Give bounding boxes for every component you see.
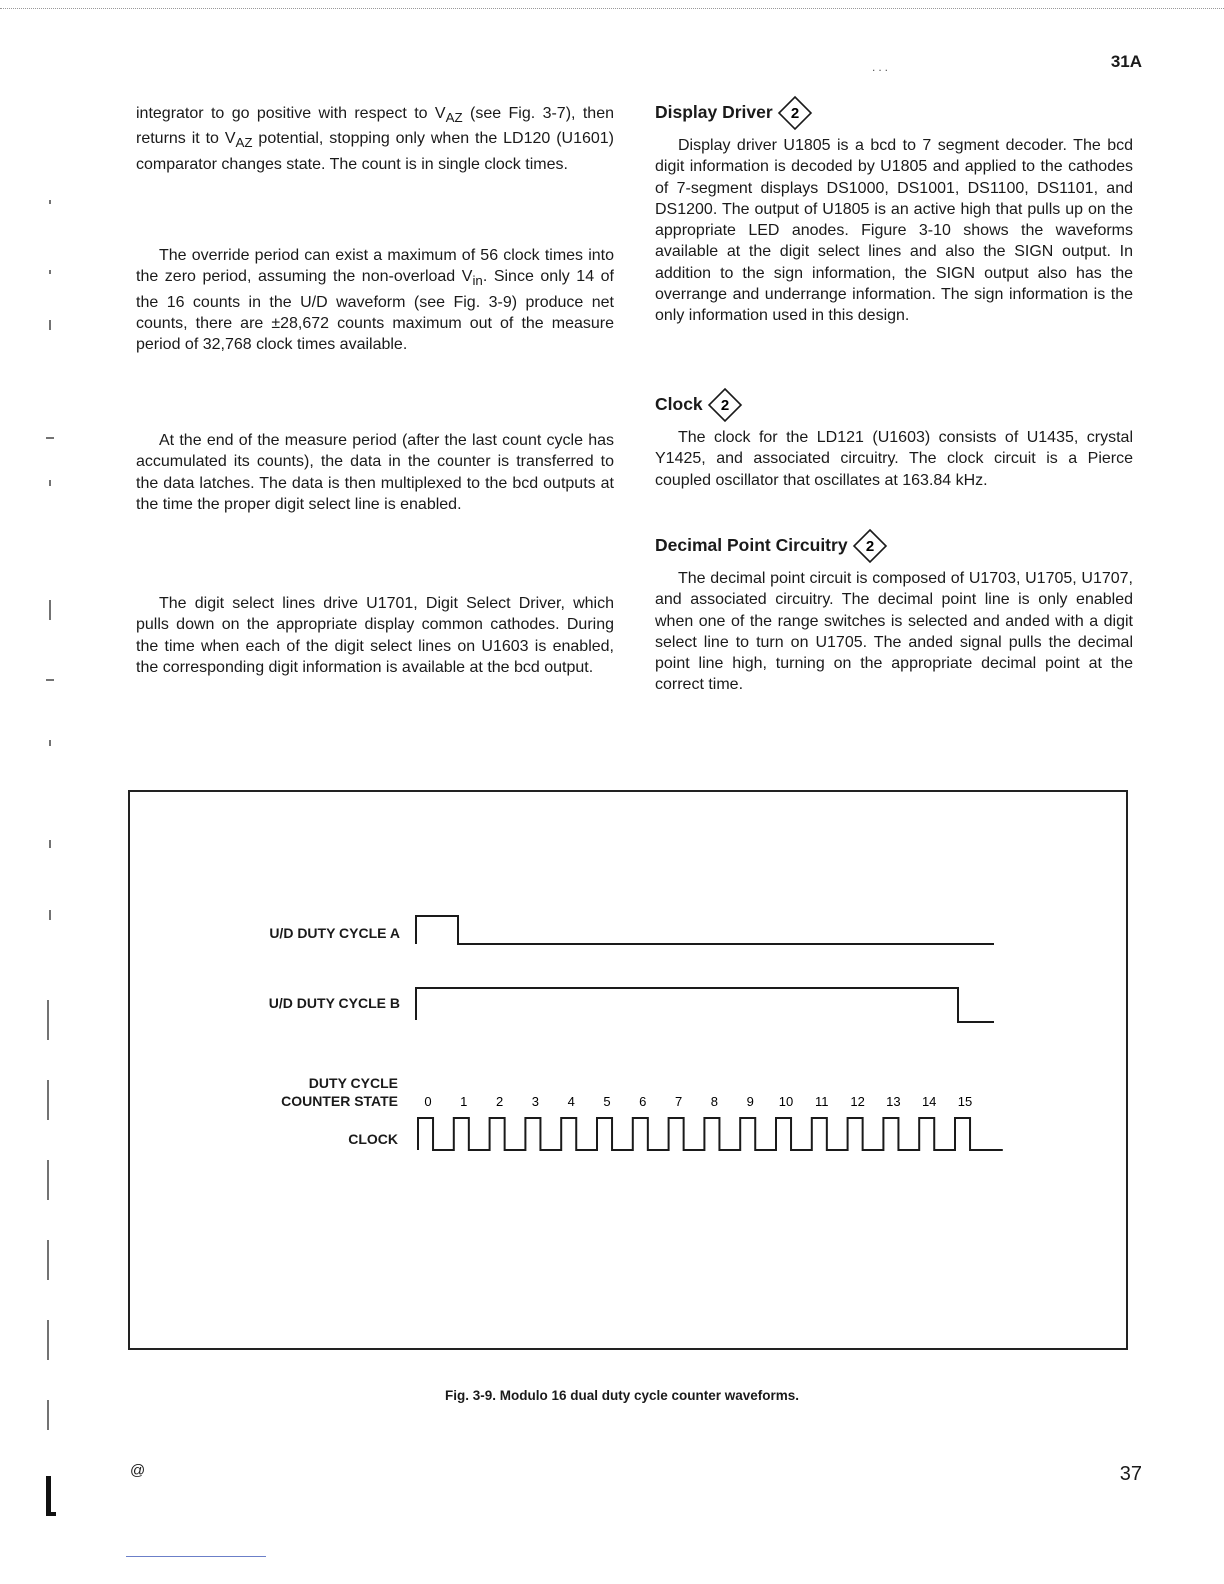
- counter-state-5: 5: [603, 1094, 611, 1109]
- section-text: The clock for the LD121 (U1603) consists of U1435, crystal Y1425, and associated circuitry. The clock circuit is a Pierce coupled oscillator that oscillates at 163.84 kHz.: [655, 429, 1133, 489]
- svg-text:2: 2: [720, 397, 729, 414]
- section-text: The decimal point circuit is composed of U1703, U1705, U1707, and associated circuitry. The decimal point line is only enabled when one of the range switches is selected and anded with a digit select line to turn on U1705. The anded signal pulls the decimal point line high, turning on the appropriate decimal point at the correct time.: [655, 570, 1133, 694]
- counter-state-11: 11: [815, 1094, 829, 1109]
- section-text: Display driver U1805 is a bcd to 7 segment decoder. The bcd digit information is decoded by U1805 and applied to the cathodes of 7-segment displays DS1000, DS1001, DS1100, DS1101, and DS1200. The output of U1805 is an active high that pulls up on the appropriate LED anodes. Figure 3-10 shows the waveforms available at the digit select lines and also the SIGN output. In addition to the sign information, the SIGN output also has the overrange and underrange information. The sign information is the only information used in this design.: [655, 137, 1133, 325]
- figure-caption: Fig. 3-9. Modulo 16 dual duty cycle counter waveforms.: [444, 1388, 800, 1403]
- counter-state-13: 13: [886, 1094, 901, 1109]
- counter-state-8: 8: [710, 1094, 719, 1109]
- label-duty-cycle-a: U/D DUTY CYCLE A: [269, 925, 400, 941]
- left-column-p2: [136, 245, 614, 356]
- label-counter-line2: COUNTER STATE: [281, 1093, 398, 1109]
- label-duty-cycle-b: U/D DUTY CYCLE B: [268, 995, 400, 1011]
- section-heading: [655, 387, 1133, 423]
- note-diamond-icon: [707, 387, 743, 423]
- top-scan-rule: [0, 8, 1224, 9]
- section-decimal-point: [655, 528, 1133, 696]
- waveform-duty-cycle-a: [416, 916, 994, 944]
- note-diamond-icon: [852, 528, 888, 564]
- section-clock: [655, 387, 1133, 491]
- page-reference: 31A: [1110, 52, 1142, 71]
- waveform-clock: [418, 1118, 1003, 1150]
- waveform-figure: [128, 790, 1128, 1350]
- waveform-drawing: [130, 792, 1126, 1348]
- left-column: [136, 103, 614, 175]
- left-paragraph-2: The override period can exist a maximum of 56 clock times into the zero period, assuming the non-overload $V_{in}$. Since only 14 of the 16 counts in the U/D waveform (see Fig. 3-9) produce net counts, there are ±28,672 counts maximum out of the measure period of 32,768 clock times available.: [136, 247, 615, 354]
- counter-state-2: 2: [495, 1094, 504, 1109]
- scan-margin-marks: [36, 180, 66, 1540]
- counter-state-10: 10: [778, 1094, 794, 1109]
- page-number: 37: [1119, 1463, 1142, 1485]
- svg-text:2: 2: [790, 105, 799, 122]
- counter-state-9: 9: [746, 1094, 754, 1109]
- section-heading: [655, 528, 1133, 564]
- counter-state-0: 0: [424, 1094, 432, 1109]
- counter-state-numbers: [424, 1094, 972, 1109]
- header-dots: ...: [872, 60, 892, 74]
- counter-state-7: 7: [674, 1094, 683, 1109]
- counter-state-1: 1: [460, 1094, 468, 1109]
- note-diamond-icon: [777, 95, 813, 131]
- svg-text:2: 2: [865, 538, 874, 555]
- section-heading: [655, 95, 1133, 131]
- label-counter-line1: DUTY CYCLE: [308, 1075, 398, 1091]
- counter-state-6: 6: [639, 1094, 647, 1109]
- counter-state-4: 4: [567, 1094, 575, 1109]
- section-title: Decimal Point Circuitry: [655, 535, 848, 556]
- section-title: Display Driver: [655, 102, 773, 123]
- left-column-p4: [136, 593, 614, 678]
- label-clock: CLOCK: [348, 1131, 398, 1147]
- counter-state-15: 15: [957, 1094, 973, 1109]
- counter-state-12: 12: [850, 1094, 865, 1109]
- left-paragraph-1: integrator to go positive with respect to $V_{AZ}$ (see Fig. 3-7), then returns it to $V_{AZ}$ potential, stopping only when the LD120 (U1601) comparator changes state. The count is in single clock times.: [136, 105, 615, 173]
- left-column-p3: [136, 430, 614, 515]
- counter-state-14: 14: [921, 1094, 937, 1109]
- counter-state-3: 3: [531, 1094, 540, 1109]
- section-display-driver: [655, 95, 1133, 327]
- footer-mark: @: [130, 1462, 146, 1479]
- section-title: Clock: [655, 394, 703, 415]
- left-paragraph-4: The digit select lines drive U1701, Digit Select Driver, which pulls down on the appropriate display common cathodes. During the time when each of the digit select lines on U1603 is enabled, the corresponding digit information is available at the bcd output.: [136, 595, 614, 676]
- bottom-rule: [126, 1556, 266, 1557]
- left-paragraph-3: At the end of the measure period (after the last count cycle has accumulated its counts), the data in the counter is transferred to the data latches. The data is then multiplexed to the bcd outputs at the time the proper digit select line is enabled.: [136, 432, 614, 513]
- waveform-duty-cycle-b: [416, 988, 994, 1022]
